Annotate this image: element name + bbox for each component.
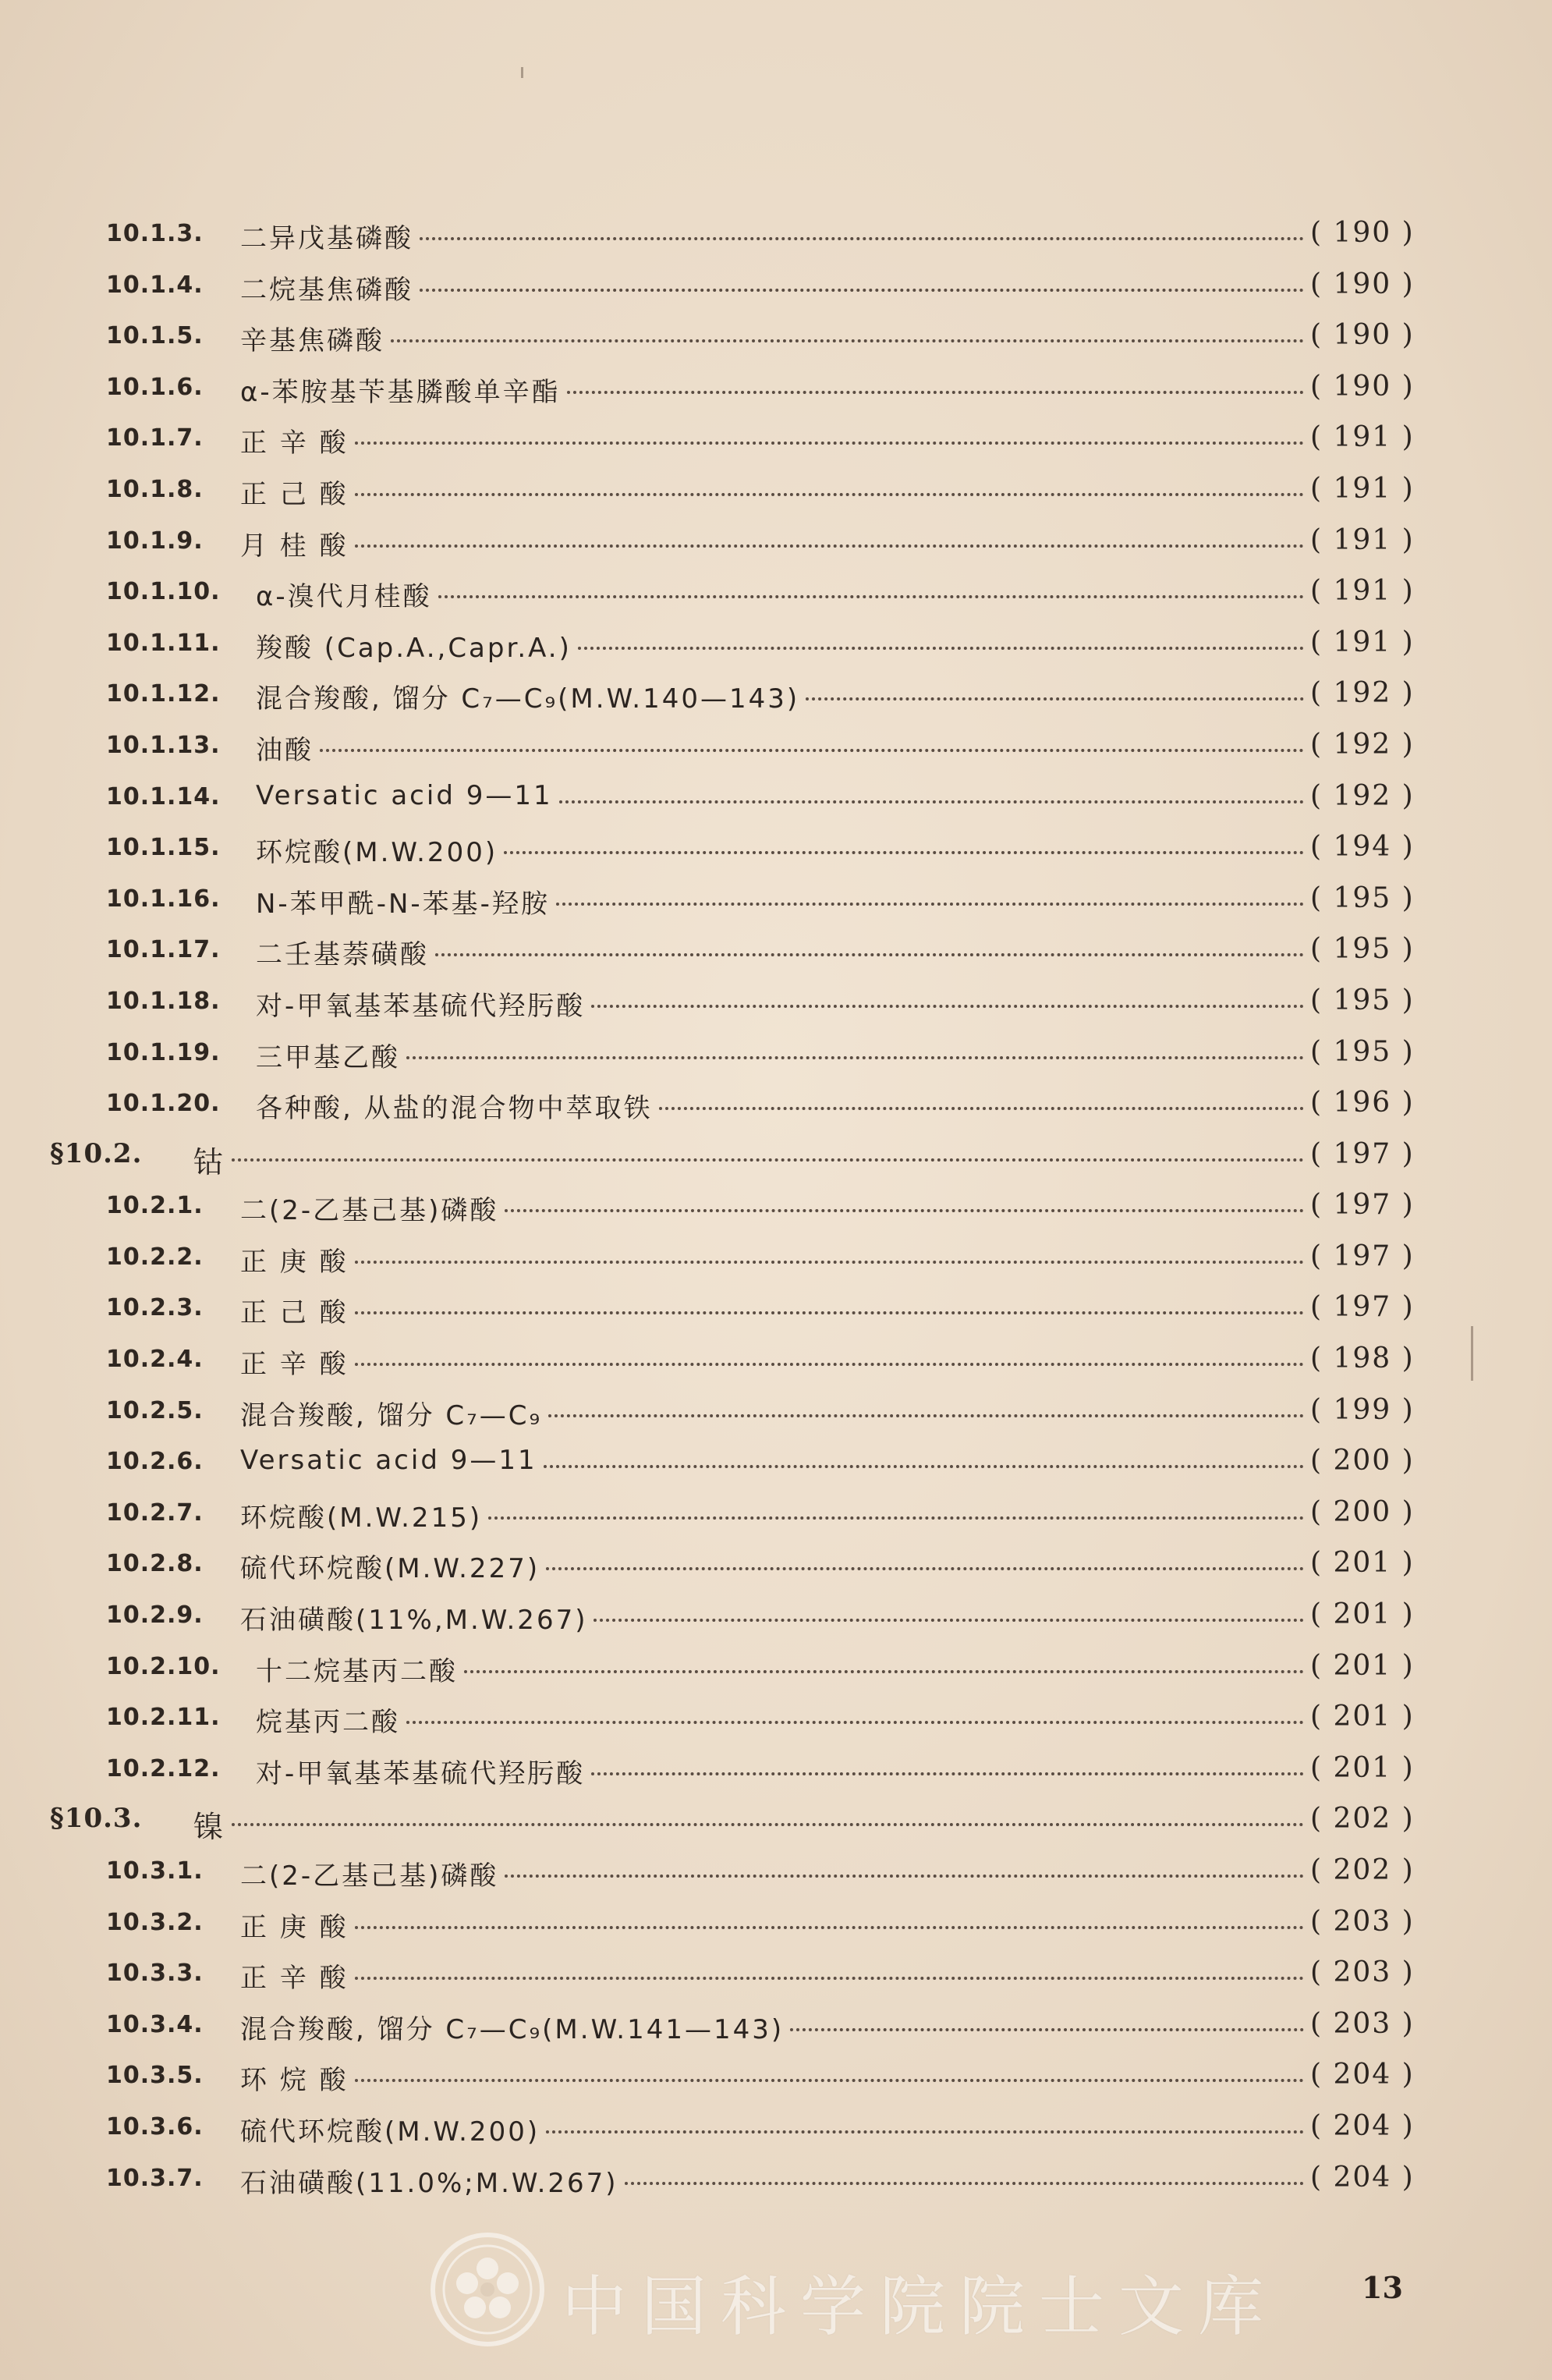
entry-number: 10.1.4. [106, 271, 204, 299]
entry-number: 10.1.14. [106, 782, 221, 810]
dot-leader [556, 903, 1304, 906]
entry-title: 二(2-乙基己基)磷酸 [240, 1195, 499, 1227]
entry-title: 硫代环烷酸(M.W.200) [240, 2116, 540, 2148]
dot-leader [591, 1005, 1304, 1008]
dot-leader [355, 2079, 1304, 2082]
entry-title: 正 辛 酸 [240, 1963, 349, 1995]
entry-title: 正 庚 酸 [240, 1911, 349, 1943]
entry-number: 10.1.18. [106, 987, 221, 1015]
entry-title: α-苯胺基苄基膦酸单辛酯 [240, 376, 561, 408]
entry-title: 二壬基萘磺酸 [256, 939, 429, 971]
entry-number: 10.2.11. [106, 1704, 221, 1732]
entry-number: 10.1.16. [106, 885, 221, 913]
entry-number: 10.2.7. [106, 1499, 204, 1527]
entry-page-ref: ( 190 ) [1310, 370, 1415, 403]
entry-page-ref: ( 200 ) [1310, 1445, 1415, 1477]
smudge-mark [521, 67, 523, 78]
dot-leader [391, 339, 1304, 342]
toc-entry-row [0, 1335, 1552, 1386]
entry-title: 十二烷基丙二酸 [256, 1655, 458, 1687]
entry-title: 各种酸, 从盐的混合物中萃取铁 [256, 1093, 653, 1125]
dot-leader [505, 1875, 1304, 1878]
dot-leader [625, 2182, 1304, 2185]
dot-leader [435, 953, 1304, 956]
entry-page-ref: ( 204 ) [1310, 2161, 1415, 2194]
entry-title: 正 己 酸 [240, 1297, 349, 1329]
toc-entry-row [0, 2000, 1552, 2052]
entry-number: 10.2.4. [106, 1346, 204, 1374]
entry-title: α-溴代月桂酸 [256, 581, 432, 613]
entry-number: 10.1.10. [106, 578, 221, 606]
entry-page-ref: ( 191 ) [1310, 626, 1415, 658]
toc-entry-row [0, 413, 1552, 465]
toc-entry-row [0, 363, 1552, 414]
entry-title: 正 辛 酸 [240, 427, 349, 459]
entry-number: 10.2.6. [106, 1448, 204, 1476]
dot-leader [355, 1977, 1304, 1980]
entry-number: 10.1.13. [106, 731, 221, 759]
entry-page-ref: ( 192 ) [1310, 779, 1415, 812]
entry-page-ref: ( 203 ) [1310, 2007, 1415, 2040]
entry-number: 10.2.8. [106, 1550, 204, 1578]
entry-page-ref: ( 204 ) [1310, 2059, 1415, 2091]
toc-entry-row [0, 1846, 1552, 1898]
toc-entry-row [0, 1488, 1552, 1540]
entry-number: 10.3.7. [106, 2164, 204, 2192]
toc-section-row [0, 1130, 1552, 1182]
entry-title: 正 辛 酸 [240, 1349, 349, 1381]
entry-title: Versatic acid 9—11 [240, 1445, 537, 1477]
entry-title: 混合羧酸, 馏分 C₇—C₉(M.W.141—143) [240, 2013, 785, 2045]
dot-leader [320, 749, 1304, 752]
toc-entry-row [0, 1283, 1552, 1335]
entry-title: 三甲基乙酸 [256, 1041, 400, 1073]
dot-leader [544, 1465, 1304, 1468]
dot-leader [406, 1056, 1304, 1059]
entry-title: 混合羧酸, 馏分 C₇—C₉(M.W.140—143) [256, 683, 800, 715]
dot-leader [790, 2028, 1304, 2031]
toc-entry-row [0, 1949, 1552, 2000]
entry-page-ref: ( 191 ) [1310, 575, 1415, 608]
entry-title: 石油磺酸(11.0%;M.W.267) [240, 2167, 618, 2199]
toc-entry-row [0, 209, 1552, 261]
entry-title: 月 桂 酸 [240, 530, 349, 562]
entry-page-ref: ( 203 ) [1310, 1905, 1415, 1938]
entry-title: 烷基丙二酸 [256, 1707, 400, 1739]
entry-number: 10.1.11. [106, 629, 221, 657]
toc-entry-row [0, 261, 1552, 312]
entry-number: 10.2.10. [106, 1652, 221, 1680]
entry-number: 10.3.6. [106, 2112, 204, 2141]
dot-leader [232, 1823, 1304, 1826]
entry-title: 钴 [193, 1144, 226, 1179]
entry-number: 10.2.5. [106, 1396, 204, 1424]
entry-number: 10.1.15. [106, 834, 221, 862]
dot-leader [232, 1158, 1304, 1162]
entry-number: 10.1.12. [106, 680, 221, 708]
toc-entry-row [0, 1386, 1552, 1438]
dot-leader [355, 544, 1304, 548]
entry-page-ref: ( 196 ) [1310, 1087, 1415, 1119]
dot-leader [355, 493, 1304, 496]
entry-page-ref: ( 197 ) [1310, 1240, 1415, 1272]
entry-page-ref: ( 201 ) [1310, 1751, 1415, 1784]
entry-page-ref: ( 199 ) [1310, 1393, 1415, 1426]
entry-title: 硫代环烷酸(M.W.227) [240, 1553, 540, 1585]
entry-page-ref: ( 201 ) [1310, 1547, 1415, 1580]
dot-leader [559, 800, 1304, 803]
entry-number: 10.1.5. [106, 322, 204, 350]
dot-leader [578, 647, 1304, 650]
toc-entry-row [0, 925, 1552, 977]
dot-leader [488, 1516, 1304, 1520]
entry-number: 10.1.6. [106, 373, 204, 401]
entry-number: 10.1.8. [106, 475, 204, 503]
library-watermark [429, 2231, 1278, 2348]
dot-leader [406, 1721, 1304, 1724]
entry-title: 正 庚 酸 [240, 1246, 349, 1278]
toc-entry-row [0, 619, 1552, 670]
entry-title: 环烷酸(M.W.215) [240, 1502, 483, 1534]
toc-entry-row [0, 2051, 1552, 2102]
dot-leader [355, 442, 1304, 445]
entry-number: 10.2.12. [106, 1754, 221, 1782]
entry-page-ref: ( 195 ) [1310, 1035, 1415, 1068]
entry-number: 10.3.1. [106, 1857, 204, 1885]
entry-page-ref: ( 192 ) [1310, 728, 1415, 761]
entry-page-ref: ( 201 ) [1310, 1598, 1415, 1631]
entry-title: 正 己 酸 [240, 478, 349, 510]
entry-page-ref: ( 197 ) [1310, 1137, 1415, 1170]
toc-entry-row [0, 311, 1552, 363]
toc-entry-row [0, 2154, 1552, 2205]
entry-page-ref: ( 202 ) [1310, 1854, 1415, 1886]
toc-entry-row [0, 772, 1552, 824]
entry-title: Versatic acid 9—11 [256, 779, 553, 811]
entry-page-ref: ( 194 ) [1310, 831, 1415, 864]
toc-entry-row [0, 823, 1552, 874]
dot-leader [567, 391, 1304, 394]
dot-leader [420, 289, 1304, 292]
entry-page-ref: ( 198 ) [1310, 1343, 1415, 1375]
entry-page-ref: ( 195 ) [1310, 984, 1415, 1016]
dot-leader [355, 1363, 1304, 1366]
entry-title: 二异戊基磷酸 [240, 223, 413, 254]
toc-entry-row [0, 1181, 1552, 1233]
entry-title: 辛基焦磷酸 [240, 325, 384, 357]
entry-page-ref: ( 201 ) [1310, 1649, 1415, 1682]
entry-page-ref: ( 202 ) [1310, 1803, 1415, 1836]
entry-number: §10.2. [50, 1137, 143, 1169]
toc-entry-row [0, 874, 1552, 926]
dot-leader [504, 851, 1304, 854]
toc-section-row [0, 1795, 1552, 1846]
dot-leader [505, 1209, 1304, 1212]
entry-number: 10.1.19. [106, 1038, 221, 1066]
entry-title: 镍 [193, 1810, 226, 1845]
toc-entry-row [0, 1693, 1552, 1744]
toc-entry-row [0, 1028, 1552, 1080]
entry-title: 对-甲氧基苯基硫代羟肟酸 [256, 1758, 586, 1789]
dot-leader [546, 2130, 1304, 2133]
entry-page-ref: ( 190 ) [1310, 217, 1415, 249]
toc-entry-row [0, 567, 1552, 619]
dot-leader [355, 1261, 1304, 1264]
entry-page-ref: ( 203 ) [1310, 1956, 1415, 1989]
toc-entry-row [0, 977, 1552, 1028]
entry-number: 10.3.4. [106, 2010, 204, 2038]
dot-leader [806, 697, 1304, 701]
entry-number: 10.2.3. [106, 1294, 204, 1322]
entry-number: 10.1.17. [106, 936, 221, 964]
toc-entry-row [0, 1642, 1552, 1694]
dot-leader [438, 595, 1304, 598]
entry-title: 二烷基焦磷酸 [240, 274, 413, 306]
entry-number: 10.3.3. [106, 1960, 204, 1988]
entry-page-ref: ( 191 ) [1310, 523, 1415, 556]
entry-number: 10.1.20. [106, 1090, 221, 1118]
entry-title: 环烷酸(M.W.200) [256, 837, 498, 869]
entry-number: §10.3. [50, 1803, 143, 1835]
toc-entry-row [0, 1744, 1552, 1796]
entry-number: 10.2.2. [106, 1243, 204, 1271]
entry-number: 10.2.9. [106, 1601, 204, 1630]
entry-page-ref: ( 197 ) [1310, 1189, 1415, 1222]
toc-entry-row [0, 1898, 1552, 1949]
watermark-text: 中国科学院院士文库 [562, 2268, 1278, 2345]
entry-page-ref: ( 192 ) [1310, 677, 1415, 710]
entry-title: 混合羧酸, 馏分 C₇—C₉ [240, 1399, 543, 1431]
entry-title: N-苯甲酰-N-苯基-羟胺 [256, 888, 550, 920]
dot-leader [659, 1107, 1304, 1110]
entry-title: 羧酸 (Cap.A.,Capr.A.) [256, 632, 572, 664]
dot-leader [355, 1926, 1304, 1929]
dot-leader [546, 1567, 1304, 1570]
toc-entry-row [0, 1079, 1552, 1130]
entry-number: 10.1.3. [106, 220, 204, 247]
entry-number: 10.3.5. [106, 2062, 204, 2090]
entry-title: 二(2-乙基己基)磷酸 [240, 1860, 499, 1892]
dot-leader [594, 1619, 1304, 1622]
entry-page-ref: ( 191 ) [1310, 472, 1415, 505]
entry-page-ref: ( 190 ) [1310, 268, 1415, 300]
flower-seal-icon [429, 2231, 546, 2348]
page-number: 13 [1362, 2270, 1403, 2305]
entry-page-ref: ( 195 ) [1310, 881, 1415, 914]
dot-leader [464, 1670, 1304, 1673]
entry-page-ref: ( 200 ) [1310, 1495, 1415, 1528]
toc-entry-row [0, 516, 1552, 568]
toc-entry-row [0, 1539, 1552, 1591]
entry-page-ref: ( 201 ) [1310, 1701, 1415, 1733]
entry-number: 10.2.1. [106, 1192, 204, 1220]
dot-leader [420, 237, 1304, 240]
entry-page-ref: ( 204 ) [1310, 2109, 1415, 2142]
dot-leader [591, 1772, 1304, 1775]
toc-entry-row [0, 465, 1552, 516]
entry-page-ref: ( 191 ) [1310, 421, 1415, 454]
dot-leader [548, 1414, 1304, 1417]
entry-title: 环 烷 酸 [240, 2065, 349, 2097]
toc-entry-row [0, 1437, 1552, 1488]
toc-entry-row [0, 669, 1552, 721]
entry-page-ref: ( 190 ) [1310, 319, 1415, 352]
toc-entry-row [0, 2102, 1552, 2154]
dot-leader [355, 1311, 1304, 1314]
entry-number: 10.1.9. [106, 527, 204, 555]
toc-entry-row [0, 1233, 1552, 1284]
toc-entry-row [0, 1591, 1552, 1642]
entry-page-ref: ( 195 ) [1310, 933, 1415, 966]
entry-page-ref: ( 197 ) [1310, 1291, 1415, 1324]
toc-entry-row [0, 721, 1552, 772]
entry-number: 10.1.7. [106, 424, 204, 452]
entry-title: 油酸 [256, 734, 314, 766]
entry-title: 石油磺酸(11%,M.W.267) [240, 1605, 588, 1637]
entry-title: 对-甲氧基苯基硫代羟肟酸 [256, 990, 586, 1022]
table-of-contents [0, 209, 1552, 2204]
entry-number: 10.3.2. [106, 1908, 204, 1936]
